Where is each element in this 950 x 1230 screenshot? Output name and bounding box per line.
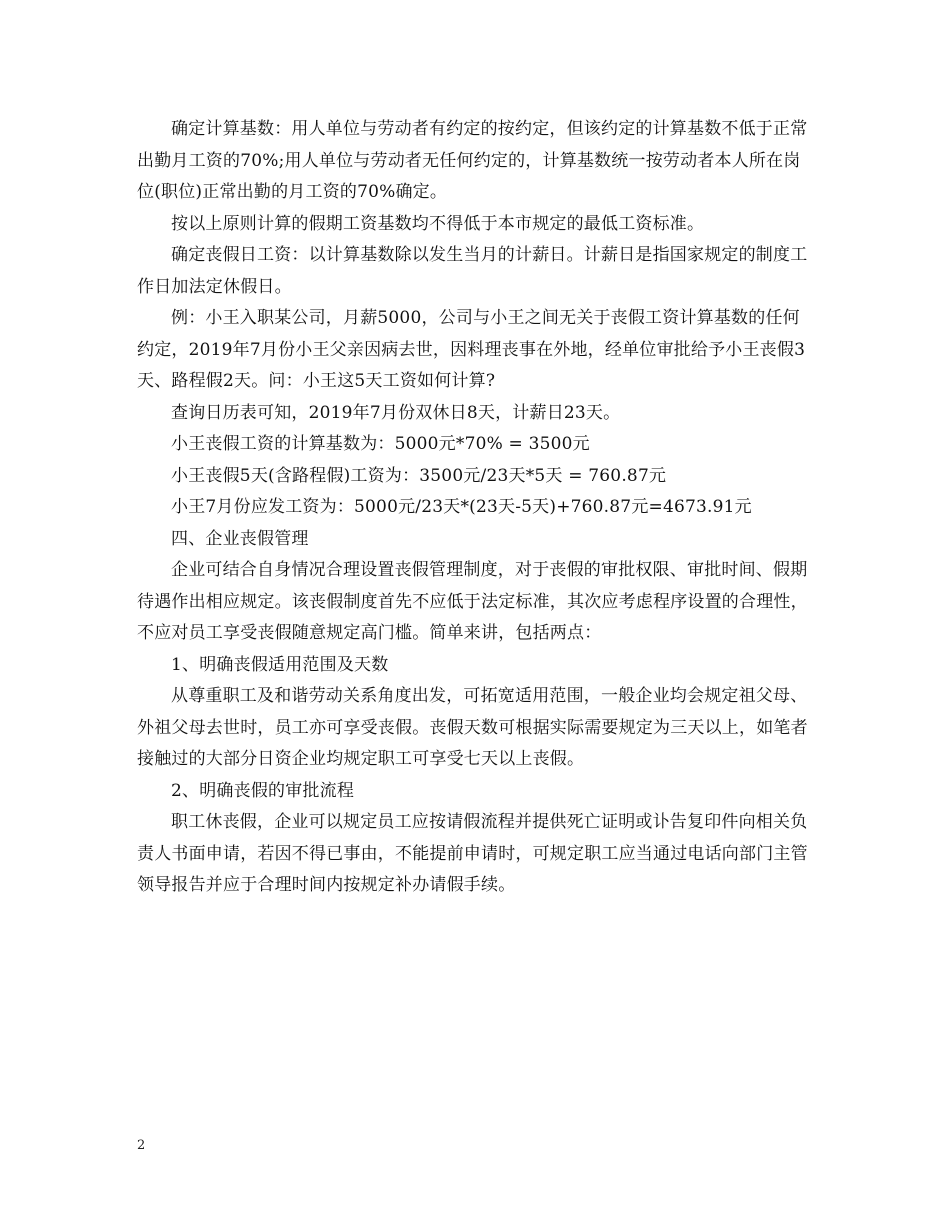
paragraph-minimum-wage: 按以上原则计算的假期工资基数均不得低于本市规定的最低工资标准。 [171, 213, 705, 234]
page-number: 2 [137, 1138, 146, 1153]
section-heading-management: 四、企业丧假管理 [171, 528, 309, 549]
subheading-approval-process: 2、明确丧假的审批流程 [171, 780, 355, 801]
paragraph-management-policy: 企业可结合自身情况合理设置丧假管理制度，对于丧假的审批权限、审批时间、假期待遇作出相应规定。该丧假制度首先不应低于法定标准，其次应考虑程序设置的合理性，不应对员工享受丧假随意规定高门槛。简单来讲，包括两点： [137, 560, 808, 643]
paragraph-scope-days: 从尊重职工及和谐劳动关系角度出发，可拓宽适用范围，一般企业均会规定祖父母、外祖父母去世时，员工亦可享受丧假。丧假天数可根据实际需要规定为三天以上，如笔者接触过的大部分日资企业均规定职工可享受七天以上丧假。 [137, 686, 808, 769]
paragraph-base-calculation: 小王丧假工资的计算基数为：5000元*70% = 3500元 [171, 434, 590, 454]
paragraph-approval-process: 职工休丧假，企业可以规定员工应按请假流程并提供死亡证明或讣告复印件向相关负责人书面申请，若因不得已事由，不能提前申请时，可规定职工应当通过电话向部门主管领导报告并应于合理时间内按规定补办请假手续。 [137, 812, 808, 895]
document-body [137, 114, 817, 902]
paragraph-daily-wage: 确定丧假日工资：以计算基数除以发生当月的计薪日。计薪日是指国家规定的制度工作日加法定休假日。 [137, 245, 808, 297]
paragraph-leave-pay: 小王丧假5天(含路程假)工资为：3500元/23天*5天 = 760.87元 [171, 465, 667, 486]
paragraph-july-pay: 小王7月份应发工资为：5000元/23天*(23天-5天)+760.87元=4673.91元 [171, 497, 752, 517]
paragraph-calendar-query: 查询日历表可知，2019年7月份双休日8天，计薪日23天。 [171, 402, 621, 423]
subheading-scope-days: 1、明确丧假适用范围及天数 [171, 654, 389, 675]
paragraph-calculation-base: 确定计算基数：用人单位与劳动者有约定的按约定，但该约定的计算基数不低于正常出勤月工资的70%;用人单位与劳动者无任何约定的，计算基数统一按劳动者本人所在岗位(职位)正常出勤的月工资的70%确定。 [137, 119, 808, 202]
paragraph-example: 例：小王入职某公司，月薪5000，公司与小王之间无关于丧假工资计算基数的任何约定，2019年7月份小王父亲因病去世，因料理丧事在外地，经单位审批给予小王丧假3天、路程假2天。问：小王这5天工资如何计算? [137, 308, 806, 391]
